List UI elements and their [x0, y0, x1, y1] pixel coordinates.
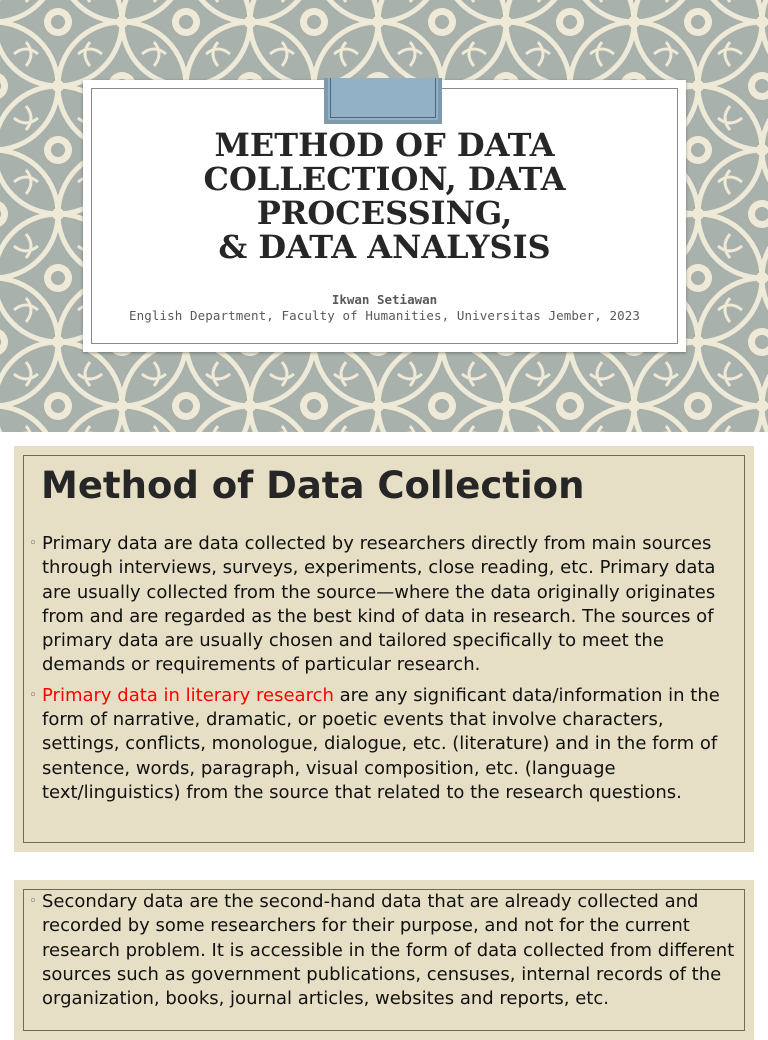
bullet-text: Primary data are data collected by researchers directly from main sources through interviews, surveys, experiments, close reading, etc. Primary data are usually collected from the source—where the data originally originates from and are regarded as the best kind of data in research. The sources of primary data are usually chosen and tailored specifically to meet the demands or requirements of particular research. — [42, 533, 716, 676]
author-name: Ikwan Setiawan — [331, 292, 438, 307]
bullet-marker-icon: ◦ — [29, 687, 37, 703]
author-affiliation: English Department, Faculty of Humanities, Universitas Jember, 2023 — [129, 308, 640, 323]
method-of-data-collection-slide — [14, 446, 754, 852]
bullet-list — [29, 532, 740, 811]
highlighted-term: Primary data in literary research — [42, 684, 334, 706]
title-card — [83, 80, 686, 352]
bullet-marker-icon: ◦ — [29, 536, 37, 551]
bullet-text: Secondary data are the second-hand data that are already collected and recorded by some researchers for their purpose, and not for the current research problem. It is accessible in the form of data collected from different sources such as government publications, censuses, internal records of the organization, books, journal articles, websites and reports, etc. — [42, 891, 735, 1010]
bullet-marker-icon: ◦ — [29, 894, 37, 909]
presentation-title: METHOD OF DATA COLLECTION, DATA PROCESSING, & DATA ANALYSIS — [203, 126, 566, 266]
title-card-tab — [324, 78, 442, 124]
bullet-list — [29, 890, 740, 1017]
secondary-data-slide — [14, 880, 754, 1040]
bullet-secondary-data — [29, 890, 740, 1011]
bullet-primary-data — [29, 532, 740, 678]
bullet-text: are any significant data/information in the form of narrative, dramatic, or poetic events that involve characters, settings, conflicts, monologue, dialogue, etc. (literature) and in the form of sentence, words, paragraph, visual composition, etc. (language text/linguistics) from the source that related to the research questions. — [42, 684, 720, 803]
slide-heading: Method of Data Collection — [41, 464, 585, 507]
title-slide — [0, 0, 768, 432]
bullet-primary-data-literary — [29, 684, 740, 805]
